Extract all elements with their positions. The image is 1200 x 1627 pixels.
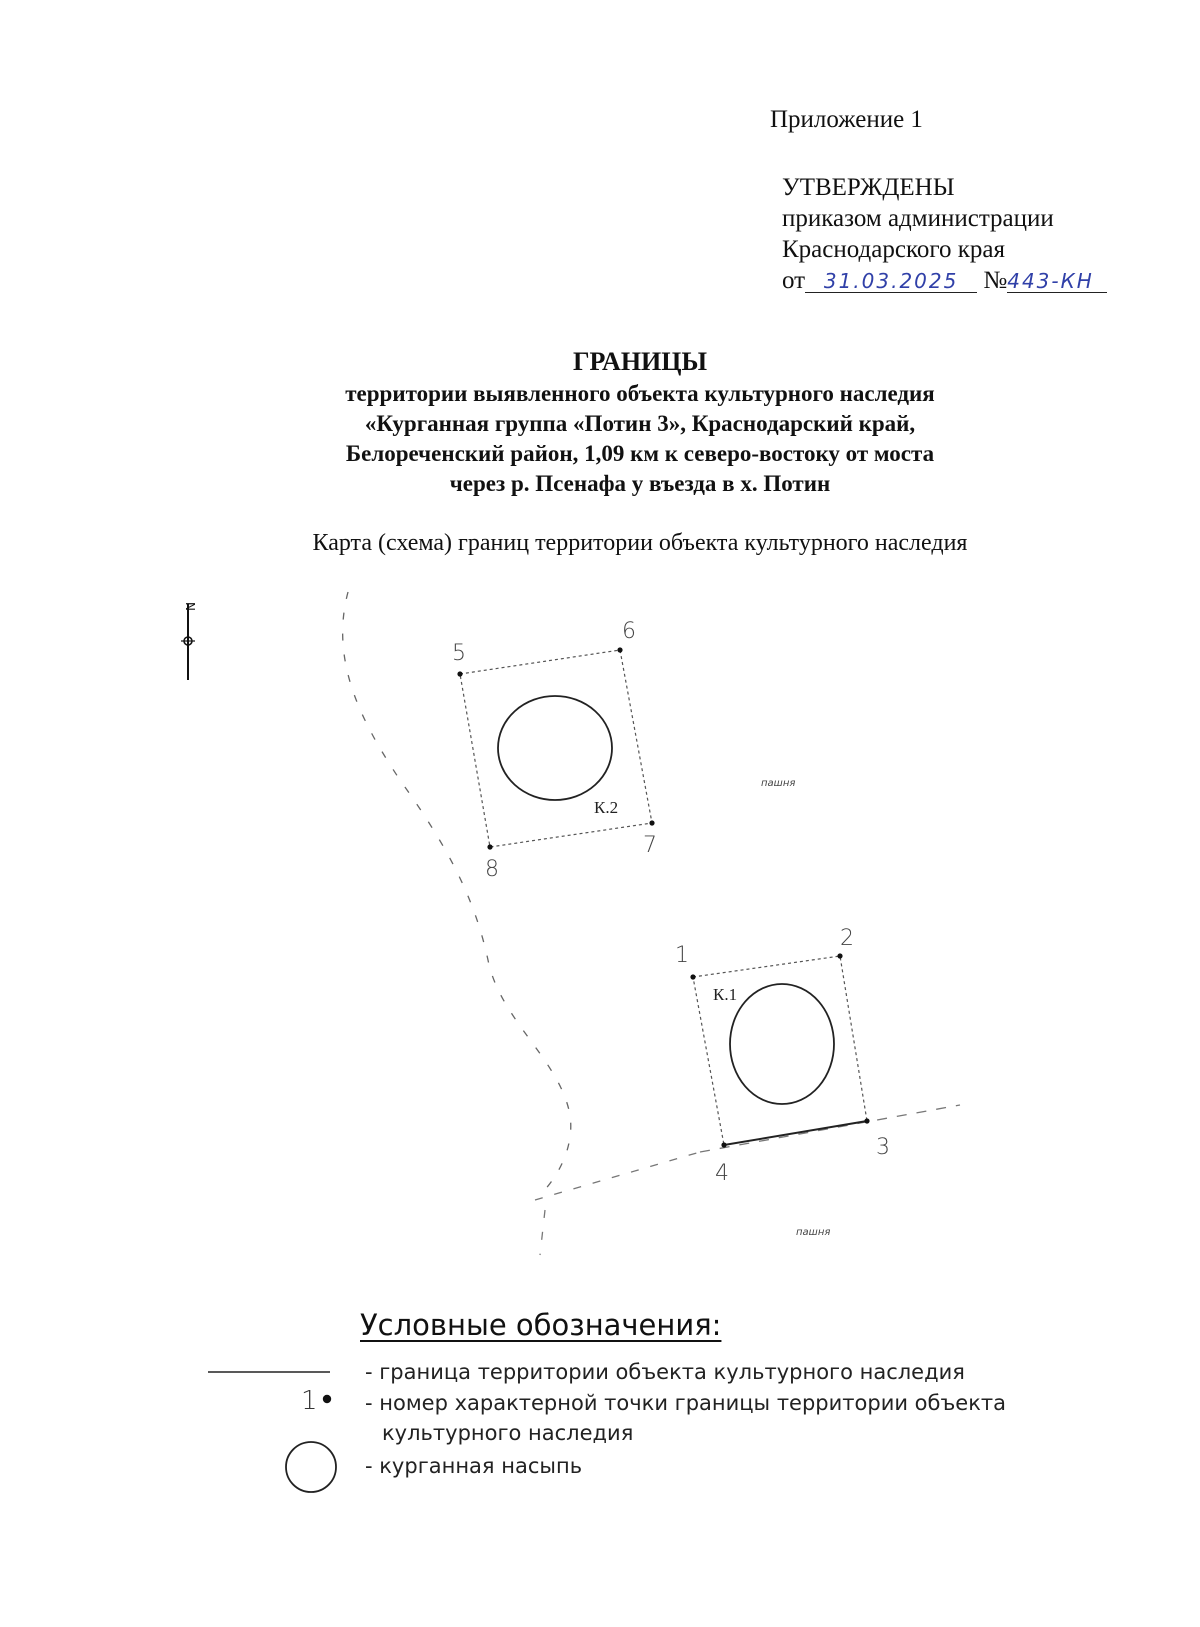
- point-label-5: 5: [452, 641, 466, 666]
- legend-mound-text: - курганная насыпь: [365, 1454, 583, 1478]
- order-number-sign: №: [983, 267, 1008, 294]
- point-marker-7: [649, 820, 654, 825]
- mound-label-k2: К.2: [594, 798, 619, 817]
- order-number: 443-КН: [1007, 269, 1094, 293]
- point-label-6: 6: [622, 619, 636, 644]
- title-line-1: территории выявленного объекта культурного наследия: [345, 381, 935, 406]
- mound-label-k1: К.1: [713, 985, 738, 1004]
- legend-point-dot-icon: [323, 1395, 331, 1403]
- point-label-7: 7: [643, 833, 657, 858]
- approved-line-2: приказом администрации: [782, 205, 1054, 232]
- point-marker-6: [617, 647, 622, 652]
- legend-point-text-cont: культурного наследия: [382, 1421, 634, 1445]
- point-label-4: 4: [715, 1161, 729, 1186]
- point-marker-8: [487, 844, 492, 849]
- title-line-3: Белореченский район, 1,09 км к северо-востоку от моста: [345, 441, 935, 466]
- approved-line-1: УТВЕРЖДЕНЫ: [782, 174, 955, 201]
- appendix-label: Приложение 1: [770, 106, 923, 133]
- field-edge-line: [700, 1105, 960, 1152]
- legend-title: Условные обозначения:: [360, 1308, 722, 1342]
- title-line-2: «Курганная группа «Потин 3», Краснодарский край,: [364, 411, 916, 436]
- legend-mound-circle-icon: [286, 1442, 336, 1492]
- field-label-south: пашня: [796, 1227, 831, 1238]
- legend-point-number: 1: [301, 1386, 318, 1416]
- point-marker-4: [721, 1142, 726, 1147]
- order-date: 31.03.2025: [823, 269, 959, 293]
- point-label-3: 3: [876, 1135, 890, 1160]
- mound-k2-icon: [498, 696, 612, 800]
- point-label-2: 2: [840, 926, 854, 951]
- point-label-8: 8: [485, 857, 499, 882]
- north-arrow-icon: [181, 602, 197, 680]
- road-line-south: [540, 1210, 545, 1255]
- legend-point-text: - номер характерной точки границы территории объекта: [365, 1391, 1007, 1415]
- road-line-branch: [535, 1152, 700, 1200]
- title-main: ГРАНИЦЫ: [572, 347, 708, 376]
- mound-k1-icon: [730, 984, 834, 1104]
- order-from-label: от: [782, 267, 806, 294]
- map-caption: Карта (схема) границ территории объекта культурного наследия: [312, 530, 968, 556]
- north-letter: N: [183, 602, 197, 611]
- road-line: [343, 592, 571, 1195]
- point-marker-2: [837, 953, 842, 958]
- point-markers: [457, 647, 869, 1147]
- legend-boundary-text: - граница территории объекта культурного наследия: [365, 1360, 965, 1384]
- point-marker-1: [690, 974, 695, 979]
- point-marker-3: [864, 1118, 869, 1123]
- point-label-1: 1: [675, 943, 689, 968]
- boundary-k2: [460, 650, 652, 847]
- field-label-north: пашня: [761, 778, 796, 789]
- approved-line-3: Краснодарского края: [782, 236, 1005, 263]
- point-marker-5: [457, 671, 462, 676]
- boundary-k1-south-edge: [724, 1121, 867, 1145]
- title-line-4: через р. Псенафа у въезда в х. Потин: [449, 471, 831, 496]
